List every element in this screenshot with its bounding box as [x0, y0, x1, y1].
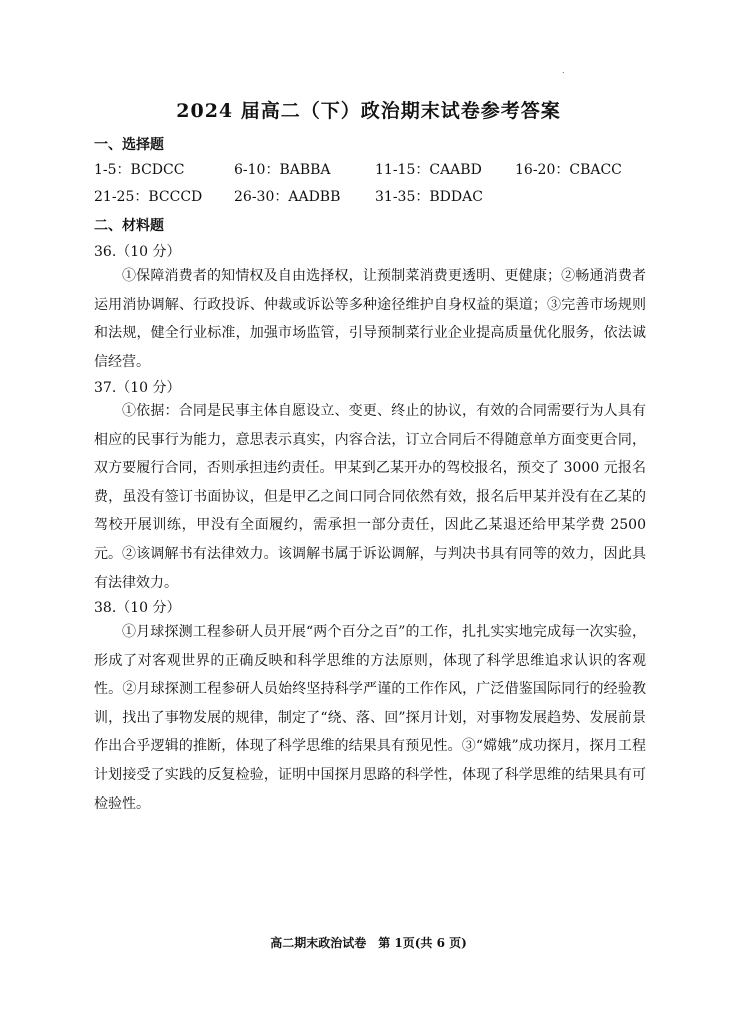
question-38-header: 38.（10 分）: [94, 600, 181, 616]
section-heading-choice: 一、选择题: [94, 137, 164, 153]
page-title: 2024 届高二（下）政治期末试卷参考答案: [176, 100, 561, 122]
answer-group: 6-10：BABBA: [234, 162, 331, 178]
question-38-answer: ①月球探测工程参研人员开展“两个百分之百”的工作，扎扎实实地完成每一次实验，形成了对客观世界的正确反映和科学思维的方法原则，体现了科学思维追求认识的客观性。②月球探测工程参研人员始终坚持科学严谨的工作作风，广泛借鉴国际同行的经验教训，找出了事物发展的规律，制定了“绕、落、回”探月计划，对事物发展趋势、发展前景作出合乎逻辑的推断，体现了科学思维的结果具有预见性。③“嫦娥”成功探月，探月工程计划接受了实践的反复检验，证明中国探月思路的科学性，体现了科学思维的结果具有可检验性。: [94, 624, 646, 812]
section-heading-material: 二、材料题: [94, 218, 164, 234]
answer-group: 26-30：AADBB: [234, 189, 341, 205]
corner-mark: .: [562, 66, 565, 75]
question-37-answer-2: ②该调解书有法律效力。该调解书属于诉讼调解，与判决书具有同等的效力，因此具有法律效力。: [94, 546, 646, 591]
question-36-answer: ①保障消费者的知情权及自由选择权，让预制菜消费更透明、更健康；②畅通消费者运用消协调解、行政投诉、仲裁或诉讼等多种途径维护自身权益的渠道；③完善市场规则和法规，健全行业标准，加强市场监管，引导预制菜行业企业提高质量优化服务，依法诚信经营。: [94, 268, 646, 370]
answer-group: 31-35：BDDAC: [375, 189, 483, 205]
answer-row-1: [94, 159, 654, 179]
question-37-header: 37.（10 分）: [94, 380, 181, 396]
page-footer: 高二期末政治试卷 第 1页(共 6 页): [270, 936, 467, 950]
answer-group: 16-20：CBACC: [515, 162, 622, 178]
answer-group: 21-25：BCCCD: [94, 189, 203, 205]
answer-group: 11-15：CAABD: [375, 162, 482, 178]
answer-row-2: [94, 186, 654, 206]
question-36-header: 36.（10 分）: [94, 244, 181, 260]
answer-group: 1-5：BCDCC: [94, 162, 185, 178]
question-37-answer-1: ①依据：合同是民事主体自愿设立、变更、终止的协议，有效的合同需要行为人具有相应的民事行为能力，意思表示真实，内容合法，订立合同后不得随意单方面变更合同，双方要履行合同，否则承担违约责任。甲某到乙某开办的驾校报名，预交了 3000 元报名费，虽没有签订书面协议，但是甲乙之间口同合同依然有效，报名后甲某并没有在乙某的驾校开展训练，甲没有全面履约，需承担一部分责任，因此乙某退还给甲某学费 2500 元。: [94, 403, 646, 562]
